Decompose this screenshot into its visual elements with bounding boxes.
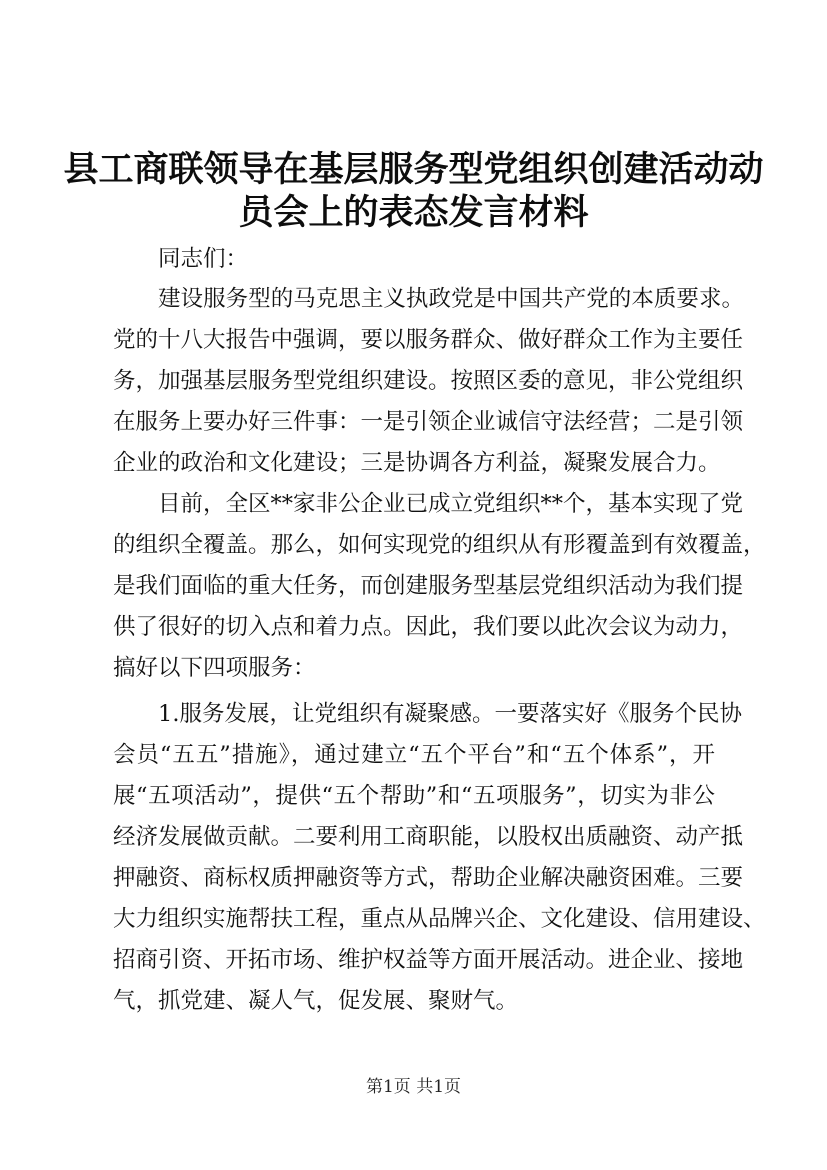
page-number-footer: 第1页 共1页: [365, 1077, 462, 1097]
paragraph-2-line-2: 的组织全覆盖。那么，如何实现党的组织从有形覆盖到有效覆盖，: [113, 532, 766, 558]
document-title-line-1: 县工商联领导在基层服务型党组织创建活动动: [63, 149, 764, 190]
paragraph-3-line-4: 经济发展做贡献。二要利用工商职能，以股权出质融资、动产抵: [113, 824, 744, 850]
document-title-line-2: 员会上的表态发言材料: [238, 192, 589, 233]
paragraph-3-line-5: 押融资、商标权质押融资等方式，帮助企业解决融资困难。三要: [113, 865, 744, 891]
salutation: 同志们：: [158, 246, 249, 272]
paragraph-2-line-3: 是我们面临的重大任务，而创建服务型基层党组织活动为我们提: [113, 573, 744, 599]
paragraph-3-line-3: 展“五项活动”，提供“五个帮助”和“五项服务”，切实为非公: [113, 783, 715, 809]
paragraph-1-line-2: 党的十八大报告中强调，要以服务群众、做好群众工作为主要任: [113, 327, 744, 353]
paragraph-3-line-7: 招商引资、开拓市场、维护权益等方面开展活动。进企业、接地: [113, 947, 744, 973]
paragraph-1-line-3: 务，加强基层服务型党组织建设。按照区委的意见，非公党组织: [113, 368, 744, 394]
paragraph-1-line-5: 企业的政治和文化建设；三是协调各方利益，凝聚发展合力。: [113, 450, 721, 476]
paragraph-3-line-1: 1.服务发展，让党组织有凝聚感。一要落实好《服务个民协: [158, 701, 742, 727]
paragraph-1-line-1: 建设服务型的马克思主义执政党是中国共产党的本质要求。: [158, 286, 744, 312]
paragraph-3-line-8: 气，抓党建、凝人气，促发展、聚财气。: [113, 988, 519, 1014]
paragraph-2-line-4: 供了很好的切入点和着力点。因此，我们要以此次会议为动力，: [113, 614, 744, 640]
paragraph-3-line-6: 大力组织实施帮扶工程，重点从品牌兴企、文化建设、信用建设、: [113, 906, 766, 932]
paragraph-1-line-4: 在服务上要办好三件事：一是引领企业诚信守法经营；二是引领: [113, 409, 744, 435]
paragraph-2-line-1: 目前，全区**家非公企业已成立党组织**个，基本实现了党: [158, 491, 744, 517]
paragraph-2-line-5: 搞好以下四项服务：: [113, 655, 316, 681]
paragraph-3-line-2: 会员“五五”措施》，通过建立“五个平台”和“五个体系”，开: [113, 742, 715, 768]
